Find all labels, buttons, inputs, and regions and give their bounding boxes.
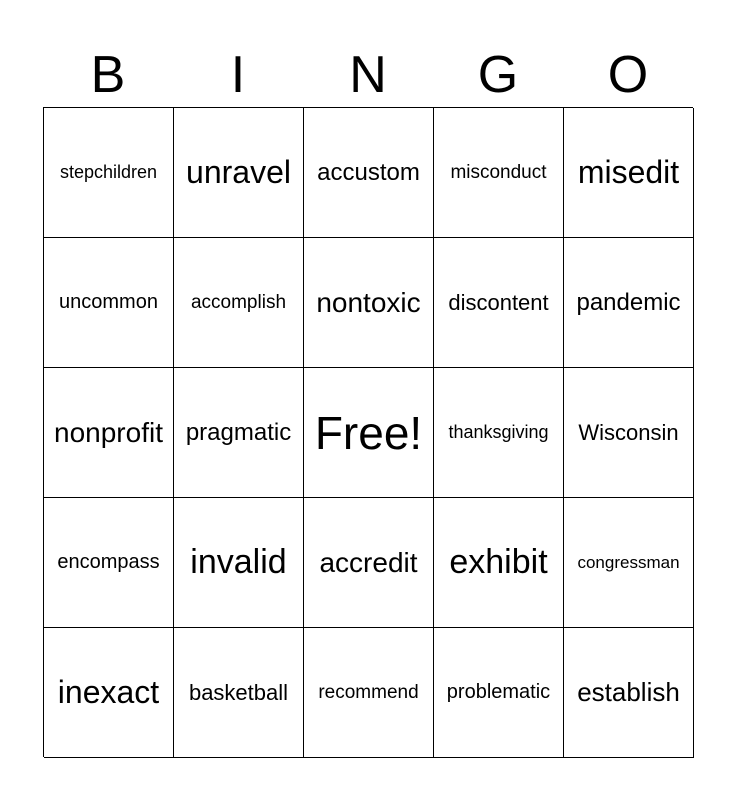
bingo-cell[interactable]: encompass [44, 498, 174, 628]
bingo-cell[interactable]: recommend [304, 628, 434, 758]
bingo-cell[interactable]: discontent [434, 238, 564, 368]
bingo-cell[interactable]: basketball [174, 628, 304, 758]
bingo-cell[interactable]: accredit [304, 498, 434, 628]
bingo-cell[interactable]: pandemic [564, 238, 694, 368]
bingo-cell[interactable]: Wisconsin [564, 368, 694, 498]
bingo-cell[interactable]: misconduct [434, 108, 564, 238]
header-letter-g: G [477, 46, 519, 104]
header-letter-o: O [607, 46, 649, 104]
bingo-cell[interactable]: accomplish [174, 238, 304, 368]
bingo-cell[interactable]: exhibit [434, 498, 564, 628]
bingo-cell[interactable]: nonprofit [44, 368, 174, 498]
bingo-cell[interactable]: misedit [564, 108, 694, 238]
bingo-cell[interactable]: invalid [174, 498, 304, 628]
bingo-cell[interactable]: accustom [304, 108, 434, 238]
bingo-header [43, 44, 693, 106]
header-letter-i: I [230, 46, 246, 104]
bingo-cell[interactable]: inexact [44, 628, 174, 758]
bingo-cell[interactable]: pragmatic [174, 368, 304, 498]
free-space[interactable]: Free! [304, 368, 434, 498]
bingo-cell[interactable]: uncommon [44, 238, 174, 368]
bingo-cell[interactable]: congressman [564, 498, 694, 628]
bingo-cell[interactable]: stepchildren [44, 108, 174, 238]
bingo-cell[interactable]: problematic [434, 628, 564, 758]
header-letter-n: N [349, 46, 387, 104]
bingo-cell[interactable]: establish [564, 628, 694, 758]
bingo-cell[interactable]: nontoxic [304, 238, 434, 368]
header-letter-b: B [90, 46, 126, 104]
bingo-cell[interactable]: unravel [174, 108, 304, 238]
bingo-cell[interactable]: thanksgiving [434, 368, 564, 498]
bingo-board [43, 107, 693, 757]
